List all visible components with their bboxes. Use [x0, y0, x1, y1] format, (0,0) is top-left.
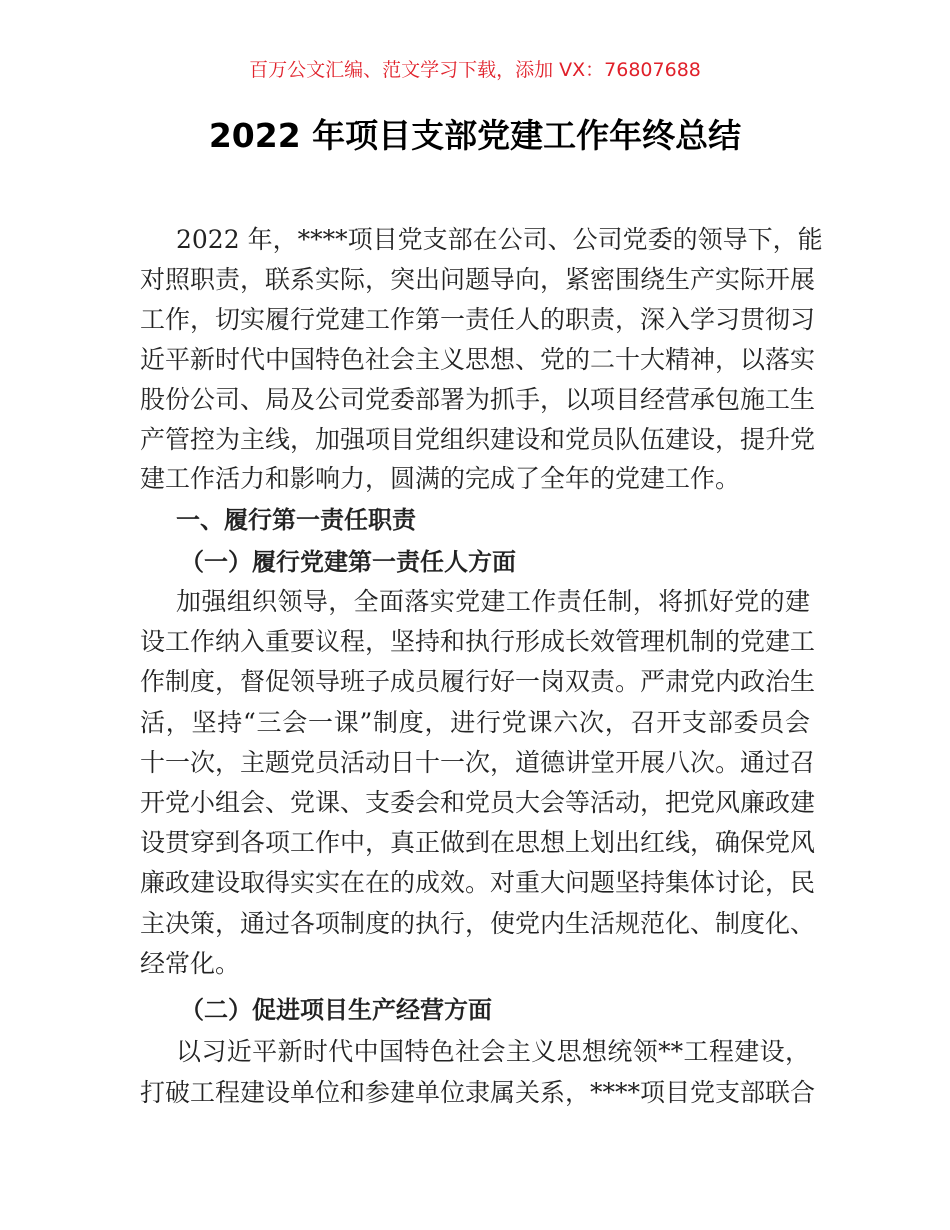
text-line: 设工作纳入重要议程，坚持和执行形成长效管理机制的党建工 — [140, 627, 816, 657]
text-line: 产管控为主线，加强项目党组织建设和党员队伍建设，提升党 — [140, 424, 816, 454]
text-line: 开党小组会、党课、支委会和党员大会等活动，把党风廉政建 — [140, 788, 816, 817]
text-line: 主决策，通过各项制度的执行，使党内生活规范化、制度化、 — [140, 908, 816, 938]
text-line: 经常化。 — [140, 948, 241, 978]
text-line: 近平新时代中国特色社会主义思想、党的二十大精神，以落实 — [140, 344, 816, 374]
subsection-heading-1: （一）履行党建第一责任人方面 — [180, 548, 516, 576]
text-line: 工作，切实履行党建工作第一责任人的职责，深入学习贯彻习 — [140, 304, 816, 334]
text-line: 作制度，督促领导班子成员履行好一岗双责。严肃党内政治生 — [140, 667, 816, 697]
text-line: 十一次，主题党员活动日十一次，道德讲堂开展八次。通过召 — [140, 747, 816, 777]
text-line: 廉政建设取得实实在在的成效。对重大问题坚持集体讨论，民 — [140, 868, 816, 898]
text-line: 活，坚持“三会一课”制度，进行党课六次，召开支部委员会 — [140, 707, 810, 737]
text-line: 建工作活力和影响力，圆满的完成了全年的党建工作。 — [140, 464, 741, 494]
text-line: 2022 年，****项目党支部在公司、公司党委的领导下，能 — [176, 225, 823, 254]
text-line: 设贯穿到各项工作中，真正做到在思想上划出红线，确保党风 — [140, 828, 816, 858]
text-line: 以习近平新时代中国特色社会主义思想统领**工程建设， — [176, 1037, 810, 1066]
text-line: 加强组织领导，全面落实党建工作责任制，将抓好党的建 — [176, 587, 810, 616]
text-line: 打破工程建设单位和参建单位隶属关系，****项目党支部联合 — [140, 1077, 816, 1107]
watermark-banner: 百万公文汇编、范文学习下载，添加 VX：76807688 — [249, 59, 701, 81]
subsection-heading-2: （二）促进项目生产经营方面 — [180, 996, 492, 1024]
section-heading-1: 一、履行第一责任职责 — [176, 506, 416, 534]
text-line: 股份公司、局及公司党委部署为抓手，以项目经营承包施工生 — [140, 384, 816, 414]
document-title: 2022 年项目支部党建工作年终总结 — [208, 116, 742, 155]
text-line: 对照职责，联系实际，突出问题导向，紧密围绕生产实际开展 — [140, 264, 816, 294]
